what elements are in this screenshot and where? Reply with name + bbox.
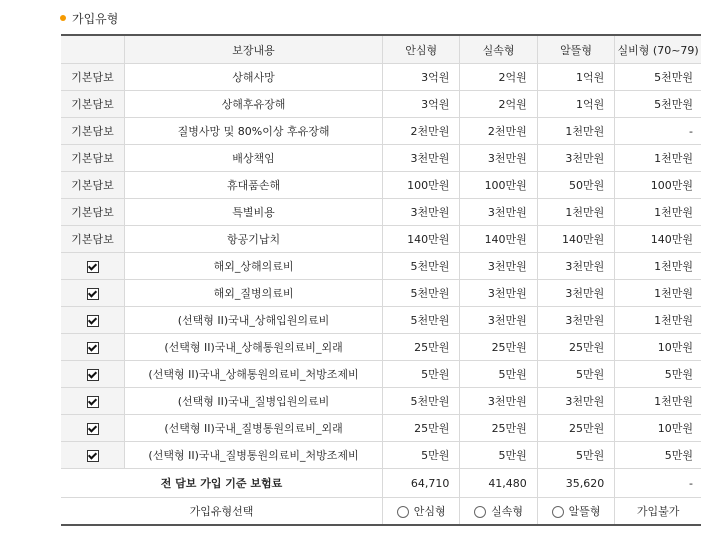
coverage-checkbox[interactable] xyxy=(87,369,99,381)
table-row xyxy=(61,199,701,226)
coverage-item: 배상책임 xyxy=(125,145,383,172)
table-row xyxy=(61,334,701,361)
plan-radio[interactable] xyxy=(474,506,486,518)
plan-radio[interactable] xyxy=(552,506,564,518)
table-row xyxy=(61,118,701,145)
coverage-amount: 1억원 xyxy=(537,64,614,91)
total-premium-label: 전 담보 가입 기준 보험료 xyxy=(61,469,382,498)
coverage-amount: 3천만원 xyxy=(460,280,537,307)
coverage-amount: 10만원 xyxy=(615,334,701,361)
bullet-icon xyxy=(60,15,66,21)
coverage-amount: 140만원 xyxy=(615,226,701,253)
coverage-item: (선택형 II)국내_상해통원의료비_처방조제비 xyxy=(125,361,383,388)
table-row xyxy=(61,64,701,91)
coverage-amount: 3천만원 xyxy=(460,145,537,172)
table-row xyxy=(61,361,701,388)
coverage-amount: 1천만원 xyxy=(615,307,701,334)
plan-option-label: 안심형 xyxy=(413,505,446,518)
coverage-amount: 3천만원 xyxy=(460,199,537,226)
coverage-amount: 1천만원 xyxy=(615,253,701,280)
coverage-amount: 2억원 xyxy=(460,64,537,91)
coverage-amount: 5천만원 xyxy=(615,91,701,118)
table-row xyxy=(61,91,701,118)
coverage-amount: 2천만원 xyxy=(382,118,459,145)
coverage-amount: 5만원 xyxy=(460,361,537,388)
header-plan-altteul: 알뜰형 xyxy=(537,35,614,64)
coverage-amount: 5만원 xyxy=(460,442,537,469)
coverage-amount: 5만원 xyxy=(615,442,701,469)
coverage-amount: 5만원 xyxy=(382,361,459,388)
header-plan-silbi: 실비형 (70~79) xyxy=(615,35,701,64)
coverage-checkbox[interactable] xyxy=(87,288,99,300)
coverage-checkbox-cell xyxy=(61,307,125,334)
coverage-checkbox-cell xyxy=(61,361,125,388)
coverage-amount: 3천만원 xyxy=(460,307,537,334)
coverage-amount: 3천만원 xyxy=(537,388,614,415)
plan-option[interactable] xyxy=(537,498,614,526)
coverage-type: 기본담보 xyxy=(61,145,125,172)
coverage-amount: - xyxy=(615,118,701,145)
coverage-amount: 1천만원 xyxy=(615,199,701,226)
total-premium-value: 41,480 xyxy=(460,469,537,498)
coverage-amount: 3천만원 xyxy=(537,253,614,280)
coverage-amount: 5천만원 xyxy=(615,64,701,91)
coverage-amount: 1천만원 xyxy=(615,388,701,415)
coverage-amount: 100만원 xyxy=(460,172,537,199)
table-row xyxy=(61,388,701,415)
coverage-checkbox[interactable] xyxy=(87,396,99,408)
coverage-amount: 1천만원 xyxy=(537,118,614,145)
coverage-amount: 25만원 xyxy=(537,334,614,361)
coverage-amount: 2억원 xyxy=(460,91,537,118)
plan-option[interactable] xyxy=(460,498,537,526)
coverage-amount: 5천만원 xyxy=(382,388,459,415)
coverage-amount: 25만원 xyxy=(537,415,614,442)
coverage-amount: 50만원 xyxy=(537,172,614,199)
coverage-checkbox-cell xyxy=(61,280,125,307)
coverage-checkbox[interactable] xyxy=(87,315,99,327)
header-coverage: 보장내용 xyxy=(125,35,383,64)
total-premium-value: 35,620 xyxy=(537,469,614,498)
plan-radio[interactable] xyxy=(397,506,409,518)
table-row xyxy=(61,226,701,253)
coverage-amount: 5만원 xyxy=(382,442,459,469)
coverage-amount: 140만원 xyxy=(382,226,459,253)
coverage-item: 항공기납치 xyxy=(125,226,383,253)
coverage-type: 기본담보 xyxy=(61,64,125,91)
section-title xyxy=(60,8,118,28)
table-row xyxy=(61,145,701,172)
coverage-amount: 25만원 xyxy=(382,415,459,442)
coverage-amount: 5만원 xyxy=(537,442,614,469)
coverage-amount: 3천만원 xyxy=(382,199,459,226)
coverage-amount: 3천만원 xyxy=(537,280,614,307)
coverage-type: 기본담보 xyxy=(61,199,125,226)
coverage-amount: 1억원 xyxy=(537,91,614,118)
coverage-checkbox-cell xyxy=(61,253,125,280)
coverage-item: (선택형 II)국내_질병입원의료비 xyxy=(125,388,383,415)
total-premium-row xyxy=(61,469,701,498)
coverage-item: (선택형 II)국내_질병통원의료비_처방조제비 xyxy=(125,442,383,469)
coverage-type: 기본담보 xyxy=(61,226,125,253)
coverage-amount: 100만원 xyxy=(382,172,459,199)
coverage-type: 기본담보 xyxy=(61,172,125,199)
table-row xyxy=(61,280,701,307)
table-row xyxy=(61,307,701,334)
plan-option-label: 실속형 xyxy=(491,505,524,518)
table-row xyxy=(61,172,701,199)
coverage-item: (선택형 II)국내_상해통원의료비_외래 xyxy=(125,334,383,361)
coverage-amount: 5천만원 xyxy=(382,280,459,307)
plan-select-row xyxy=(61,498,701,526)
coverage-amount: 25만원 xyxy=(382,334,459,361)
coverage-checkbox-cell xyxy=(61,334,125,361)
coverage-table xyxy=(61,34,701,526)
coverage-item: (선택형 II)국내_질병통원의료비_외래 xyxy=(125,415,383,442)
coverage-amount: 5만원 xyxy=(615,361,701,388)
coverage-amount: 3억원 xyxy=(382,91,459,118)
coverage-amount: 140만원 xyxy=(537,226,614,253)
coverage-checkbox[interactable] xyxy=(87,423,99,435)
coverage-amount: 3천만원 xyxy=(460,253,537,280)
coverage-item: 상해후유장해 xyxy=(125,91,383,118)
coverage-checkbox-cell xyxy=(61,442,125,469)
coverage-item: 휴대품손해 xyxy=(125,172,383,199)
section-title-text: 가입유형 xyxy=(72,11,119,26)
coverage-checkbox[interactable] xyxy=(87,450,99,462)
coverage-amount: 10만원 xyxy=(615,415,701,442)
coverage-amount: 1천만원 xyxy=(615,280,701,307)
total-premium-value: 64,710 xyxy=(382,469,459,498)
coverage-amount: 1천만원 xyxy=(615,145,701,172)
coverage-amount: 3천만원 xyxy=(537,307,614,334)
header-blank xyxy=(61,35,125,64)
coverage-amount: 3천만원 xyxy=(382,145,459,172)
coverage-amount: 140만원 xyxy=(460,226,537,253)
coverage-amount: 5천만원 xyxy=(382,307,459,334)
table-row xyxy=(61,442,701,469)
table-header-row xyxy=(61,35,701,64)
coverage-item: (선택형 II)국내_상해입원의료비 xyxy=(125,307,383,334)
coverage-item: 해외_질병의료비 xyxy=(125,280,383,307)
coverage-amount: 3천만원 xyxy=(460,388,537,415)
coverage-amount: 1천만원 xyxy=(537,199,614,226)
coverage-item: 해외_상해의료비 xyxy=(125,253,383,280)
plan-option[interactable] xyxy=(382,498,459,526)
coverage-item: 상해사망 xyxy=(125,64,383,91)
coverage-amount: 25만원 xyxy=(460,334,537,361)
coverage-amount: 25만원 xyxy=(460,415,537,442)
total-premium-value: - xyxy=(615,469,701,498)
coverage-amount: 100만원 xyxy=(615,172,701,199)
header-plan-silsok: 실속형 xyxy=(460,35,537,64)
table-row xyxy=(61,415,701,442)
coverage-checkbox[interactable] xyxy=(87,261,99,273)
coverage-amount: 3천만원 xyxy=(537,145,614,172)
coverage-checkbox-cell xyxy=(61,388,125,415)
plan-option-label: 알뜰형 xyxy=(568,505,601,518)
plan-select-label: 가입유형선택 xyxy=(61,498,382,526)
coverage-checkbox[interactable] xyxy=(87,342,99,354)
coverage-amount: 5천만원 xyxy=(382,253,459,280)
coverage-amount: 2천만원 xyxy=(460,118,537,145)
coverage-item: 질병사망 및 80%이상 후유장해 xyxy=(125,118,383,145)
table-row xyxy=(61,253,701,280)
coverage-amount: 5만원 xyxy=(537,361,614,388)
coverage-type: 기본담보 xyxy=(61,91,125,118)
coverage-item: 특별비용 xyxy=(125,199,383,226)
header-plan-ansim: 안심형 xyxy=(382,35,459,64)
plan-unavailable: 가입불가 xyxy=(615,498,701,526)
coverage-amount: 3억원 xyxy=(382,64,459,91)
coverage-checkbox-cell xyxy=(61,415,125,442)
coverage-type: 기본담보 xyxy=(61,118,125,145)
